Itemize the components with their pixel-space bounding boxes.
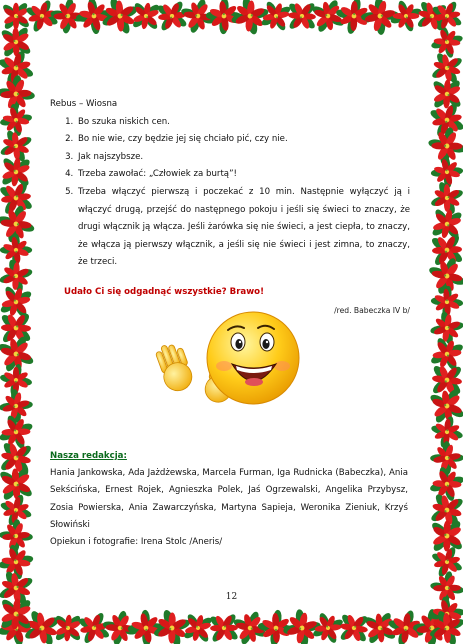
author-signature: /red. Babeczka IV b/ xyxy=(334,305,410,315)
rebus-answers-list xyxy=(50,114,410,272)
page-number: 12 xyxy=(225,592,238,602)
rebus-answer: 1. Bo szuka niskich cen. xyxy=(76,114,410,132)
editorial-section xyxy=(50,448,408,551)
bravo-message: Udało Ci się odgadnąć wszystkie? Brawo! xyxy=(64,286,264,297)
rebus-section xyxy=(50,96,410,320)
rebus-answer: 4. Trzeba zawołać: „Człowiek za burtą”! xyxy=(76,166,410,184)
rebus-answer: 3. Jak najszybsze. xyxy=(76,149,410,167)
rebus-title: Rebus – Wiosna xyxy=(50,99,118,109)
editorial-credit: Opiekun i fotografie: Irena Stolc /Aneris/ xyxy=(50,537,223,548)
rebus-answer: 5. Trzeba włączyć pierwszą i poczekać z 10 min. Następnie wyłączyć ją i włączyć drugą, przejść do następnego pokoju i jeśli się świeci to znaczy, że drugi włącznik ją włącza. Jeśli żarówka się nie świeci, a jest ciepła, to znaczy, że włącza ją pierwszy włącznik, a jeśli się nie świeci i jest zimna, to znaczy, że trzeci. xyxy=(76,184,410,272)
waving-smiley-icon xyxy=(150,306,305,416)
editorial-staff: Hania Jankowska, Ada Jażdżewska, Marcela Furman, Iga Rudnicka (Babeczka), Ania Sekścińska, Ernest Rojek, Agnieszka Polek, Jaś Ogrzewalski, Angelika Przybysz, Zosia Powierska, Ania Zawarczyńska, Martyna Sapieja, Weronika Zieniuk, Krzyś Słowiński xyxy=(50,468,408,530)
rebus-answer: 2. Bo nie wie, czy będzie jej się chciało pić, czy nie. xyxy=(76,131,410,149)
editorial-heading: Nasza redakcja: xyxy=(50,451,127,461)
